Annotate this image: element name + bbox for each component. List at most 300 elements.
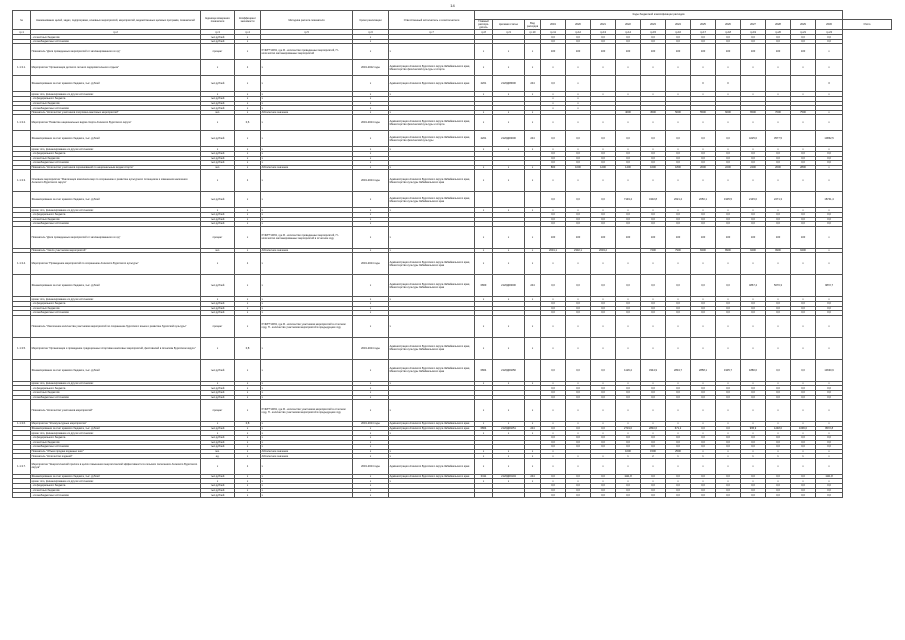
table-cell: х xyxy=(493,449,525,454)
table-cell: 0,0 xyxy=(566,390,591,395)
table-cell: х xyxy=(475,315,493,337)
table-cell: 0,0 xyxy=(766,484,791,489)
table-cell: х xyxy=(716,479,741,484)
table-cell: 100 xyxy=(716,226,741,248)
table-cell: 0,0 xyxy=(791,359,816,381)
table-cell: х xyxy=(475,431,493,436)
table-cell: 2800 xyxy=(791,165,816,170)
table-cell xyxy=(791,275,816,297)
table-cell: х xyxy=(591,479,616,484)
table-cell: Мероприятие "Этнокультурные мероприятия" xyxy=(31,422,201,427)
table-cell: Показатель "Количество участников спортивно-массовых мероприятий" xyxy=(31,110,201,115)
table-cell: х xyxy=(353,76,389,92)
table-cell: 100 xyxy=(541,44,566,60)
table-cell: 0,0 xyxy=(616,395,641,400)
table-cell: 0,0 xyxy=(666,445,691,450)
table-cell: 0,0 xyxy=(566,275,591,297)
table-cell: х xyxy=(261,131,353,147)
table-cell: 0 xyxy=(716,76,741,92)
table-cell: х xyxy=(741,147,766,152)
table-cell: 0,0 xyxy=(791,35,816,40)
table-cell: х xyxy=(235,297,261,302)
table-cell: 0,0 xyxy=(566,311,591,316)
table-cell: 2019-2024 годы xyxy=(353,337,389,359)
table-cell: 0,0 xyxy=(566,445,591,450)
table-cell: 1400 xyxy=(616,165,641,170)
table-cell: 1200 xyxy=(591,165,616,170)
table-cell: х xyxy=(716,115,741,131)
table-cell: 0,0 xyxy=(791,390,816,395)
table-cell: х xyxy=(791,60,816,76)
table-cell: х xyxy=(525,479,541,484)
table-cell: х xyxy=(235,147,261,152)
table-cell: 0,0 xyxy=(666,301,691,306)
table-cell: Р=Ф/П*100%, где Ф - количество проведенных мероприятий, П - количество запланированных мероприятий в отчетном году xyxy=(261,226,353,248)
table-cell: 671,2 xyxy=(666,426,691,431)
table-cell xyxy=(666,76,691,92)
table-cell: 0,0 xyxy=(766,152,791,157)
table-cell: х xyxy=(525,226,541,248)
table-cell: х xyxy=(816,147,843,152)
table-cell xyxy=(616,76,641,92)
table-cell: 0,0 xyxy=(591,493,616,498)
table-cell: 0,0 xyxy=(691,217,716,222)
table-cell: х xyxy=(261,115,353,131)
table-cell: 0,0 xyxy=(741,395,766,400)
table-row xyxy=(13,493,892,498)
table-cell: х xyxy=(791,400,816,422)
table-cell: х xyxy=(541,337,566,359)
table-cell: х xyxy=(666,381,691,386)
table-cell: тыс.рублей xyxy=(201,426,235,431)
table-cell: 2019-2024 годы xyxy=(353,422,389,427)
table-cell: х xyxy=(389,315,475,337)
table-cell: х xyxy=(261,440,353,445)
table-cell: х xyxy=(353,110,389,115)
table-cell: х xyxy=(741,400,766,422)
table-cell: х xyxy=(641,337,666,359)
table-cell: 0,0 xyxy=(691,275,716,297)
table-cell: 0,0 xyxy=(591,426,616,431)
table-cell: х xyxy=(389,454,475,459)
table-cell: Администрация Агинского Бурятского округа Забайкальского края, Министерство культуры Забайкальского края xyxy=(389,253,475,275)
table-cell: х xyxy=(566,60,591,76)
table-cell: 0,0 xyxy=(741,488,766,493)
table-cell: Администрация Агинского Бурятского округа Забайкальского края xyxy=(389,458,475,474)
table-cell: х xyxy=(766,315,791,337)
table-cell: х xyxy=(816,479,843,484)
table-cell: 0,0 xyxy=(666,35,691,40)
table-cell: х xyxy=(616,60,641,76)
table-cell: х xyxy=(591,208,616,213)
table-cell: 2271,3 xyxy=(766,192,791,208)
table-cell: х xyxy=(616,115,641,131)
table-cell: х xyxy=(741,449,766,454)
table-cell: 2120Д09250 xyxy=(493,359,525,381)
table-cell: 0,0 xyxy=(691,301,716,306)
table-cell: х xyxy=(541,92,566,97)
table-cell: х xyxy=(261,92,353,97)
table-cell: х xyxy=(261,97,353,102)
table-row xyxy=(13,315,892,337)
table-cell: процент xyxy=(201,226,235,248)
table-cell: 0,0 xyxy=(791,440,816,445)
table-cell: 0,0 xyxy=(791,474,816,479)
table-cell: х xyxy=(741,208,766,213)
table-cell: х xyxy=(691,400,716,422)
table-cell: х xyxy=(566,458,591,474)
table-cell: 0,0 xyxy=(666,222,691,227)
table-cell: х xyxy=(716,60,741,76)
table-cell: х xyxy=(475,297,493,302)
table-cell: 0,0 xyxy=(541,131,566,147)
table-cell: 0,0 xyxy=(591,435,616,440)
table-cell: х xyxy=(741,315,766,337)
table-cell: х xyxy=(541,458,566,474)
table-cell: х xyxy=(493,431,525,436)
table-cell: 0,0 xyxy=(541,311,566,316)
table-cell: кроме того, финансирование из других источников: xyxy=(31,431,201,436)
table-cell: 0804 xyxy=(475,426,493,431)
table-cell: х xyxy=(666,253,691,275)
column-number: гр.6 xyxy=(353,30,389,35)
table-cell: х xyxy=(741,422,766,427)
table-cell: х xyxy=(716,147,741,152)
table-cell: 0,0 xyxy=(591,217,616,222)
table-cell: 2201 xyxy=(475,76,493,92)
table-row xyxy=(13,337,892,359)
table-cell: х xyxy=(235,97,261,102)
table-cell: 0,0 xyxy=(716,301,741,306)
table-cell: 0,0 xyxy=(541,474,566,479)
column-number: гр.16 xyxy=(666,30,691,35)
table-cell: Показатель "Количество участников мероприятий" xyxy=(31,400,201,422)
table-cell: 0,0 xyxy=(666,493,691,498)
table-cell: 5000 xyxy=(666,110,691,115)
table-cell: х xyxy=(235,222,261,227)
table-cell: х xyxy=(235,165,261,170)
table-cell: х xyxy=(791,422,816,427)
table-cell: х xyxy=(716,449,741,454)
table-cell: х xyxy=(493,454,525,459)
table-cell: х xyxy=(791,449,816,454)
table-cell: 244 xyxy=(525,131,541,147)
table-cell: 0 xyxy=(691,76,716,92)
page-number: 14 xyxy=(450,3,455,8)
table-cell: х xyxy=(716,400,741,422)
table-cell: 0,0 xyxy=(766,474,791,479)
table-cell: 0,0 xyxy=(741,493,766,498)
table-cell: 0,0 xyxy=(766,301,791,306)
table-cell: экз. xyxy=(201,449,235,454)
table-cell: 0,0 xyxy=(766,493,791,498)
table-cell: х xyxy=(766,479,791,484)
header-year: Итого xyxy=(843,20,892,30)
table-cell: 0,0 xyxy=(666,39,691,44)
table-cell: х xyxy=(816,248,843,253)
table-cell: тыс.рублей xyxy=(201,359,235,381)
table-cell: х xyxy=(261,386,353,391)
table-cell: х xyxy=(475,422,493,427)
table-cell: - из внебюджетных источников xyxy=(31,493,201,498)
table-cell: х xyxy=(541,101,566,106)
table-cell: 2200 xyxy=(716,165,741,170)
table-cell xyxy=(791,131,816,147)
table-cell: 0,0 xyxy=(541,359,566,381)
table-cell: 0,0 xyxy=(666,474,691,479)
table-cell xyxy=(13,275,31,297)
table-cell: 0,0 xyxy=(716,493,741,498)
table-cell: х xyxy=(261,213,353,218)
table-cell: х xyxy=(566,337,591,359)
table-cell: 0804 xyxy=(475,359,493,381)
table-cell: х xyxy=(353,306,389,311)
table-cell: х xyxy=(691,458,716,474)
table-cell: х xyxy=(235,440,261,445)
table-cell: х xyxy=(353,400,389,422)
table-cell: 100 xyxy=(791,226,816,248)
table-cell: х xyxy=(691,449,716,454)
table-cell: - из местных бюджетов xyxy=(31,390,201,395)
table-cell: х xyxy=(766,208,791,213)
table-cell: 0,0 xyxy=(616,161,641,166)
table-cell: х xyxy=(716,454,741,459)
table-cell: х xyxy=(475,479,493,484)
table-cell: 100 xyxy=(766,226,791,248)
table-cell: 0,0 xyxy=(741,311,766,316)
table-cell: х xyxy=(791,92,816,97)
table-cell: Абсолютное значение xyxy=(261,449,353,454)
table-cell: 1880,0 xyxy=(741,359,766,381)
table-cell: 0,0 xyxy=(691,161,716,166)
table-cell: х xyxy=(525,60,541,76)
table-cell: х xyxy=(591,315,616,337)
table-cell: х xyxy=(525,458,541,474)
table-cell: Финансирование за счет краевого бюджета, тыс. рублей xyxy=(31,131,201,147)
column-number: гр.10 xyxy=(525,30,541,35)
table-cell: - из местных бюджетов xyxy=(31,440,201,445)
table-cell: 0,0 xyxy=(741,213,766,218)
table-cell: х xyxy=(541,422,566,427)
table-cell: 2603,2 xyxy=(591,248,616,253)
table-cell: 0,0 xyxy=(616,311,641,316)
table-cell xyxy=(389,493,475,498)
table-cell: х xyxy=(261,381,353,386)
table-cell: х xyxy=(591,170,616,192)
table-cell: 0,0 xyxy=(691,435,716,440)
table-cell: х xyxy=(235,484,261,489)
column-number: гр.18 xyxy=(716,30,741,35)
table-cell: х xyxy=(525,449,541,454)
table-row xyxy=(13,60,892,76)
table-cell: 0,0 xyxy=(541,213,566,218)
table-cell: Абсолютное значение xyxy=(261,165,353,170)
table-cell: х xyxy=(816,337,843,359)
table-cell: х xyxy=(353,39,389,44)
table-cell xyxy=(13,131,31,147)
table-cell: 2840,6 xyxy=(641,426,666,431)
table-cell: х xyxy=(353,156,389,161)
column-number: гр.5 xyxy=(261,30,353,35)
table-cell: 0,0 xyxy=(791,152,816,157)
column-number: гр.13 xyxy=(591,30,616,35)
table-cell: х xyxy=(201,431,235,436)
table-cell: х xyxy=(475,381,493,386)
table-cell: 0,0 xyxy=(766,435,791,440)
table-cell xyxy=(13,226,31,248)
table-cell: кроме того, финансирование из других источников: xyxy=(31,92,201,97)
table-cell: 0,0 xyxy=(691,222,716,227)
table-cell: х xyxy=(566,106,591,111)
table-cell: 0,0 xyxy=(816,35,843,40)
table-cell: Финансирование за счет краевого бюджета, тыс. рублей xyxy=(31,275,201,297)
table-cell: 0,0 xyxy=(591,484,616,489)
table-cell: Мероприятие "Энергетический пролога в целях повышения энергетической эффективности в сельских поселениях Агинского Бурятского округа" xyxy=(31,458,201,474)
table-cell: Финансирование за счет краевого бюджета, тыс. рублей xyxy=(31,426,201,431)
table-cell: 0,0 xyxy=(716,39,741,44)
table-cell: 2858,1 xyxy=(691,359,716,381)
table-cell: х xyxy=(616,297,641,302)
table-cell: х xyxy=(261,431,353,436)
table-row xyxy=(13,76,892,92)
table-cell: х xyxy=(475,110,493,115)
table-cell: тыс.рублей xyxy=(201,306,235,311)
table-cell: х xyxy=(616,170,641,192)
table-cell: 0,0 xyxy=(616,35,641,40)
table-cell: 0,0 xyxy=(691,156,716,161)
header-unit: Единица измерения показателя xyxy=(201,11,235,30)
table-cell: 0,0 xyxy=(641,306,666,311)
table-cell: х xyxy=(201,458,235,474)
table-cell: 0,0 xyxy=(566,39,591,44)
table-cell: 0,0 xyxy=(816,488,843,493)
table-cell: х xyxy=(666,60,691,76)
table-cell: Администрация Агинского Бурятского округа Забайкальского края, Министерство культуры Забайкальского края xyxy=(389,192,475,208)
table-cell: х xyxy=(389,431,475,436)
table-cell: 0,0 xyxy=(566,435,591,440)
table-cell: х xyxy=(389,449,475,454)
table-cell: Показатель "Количество участников соревнований по национальным видам спорта" xyxy=(31,165,201,170)
table-cell: 0,0 xyxy=(616,440,641,445)
table-cell: х xyxy=(475,170,493,192)
table-cell: х xyxy=(353,395,389,400)
table-cell: 0,0 xyxy=(741,35,766,40)
table-cell: х xyxy=(235,435,261,440)
header-method: Методика расчета показателя xyxy=(261,11,353,30)
table-cell: х xyxy=(691,315,716,337)
table-cell: процент xyxy=(201,400,235,422)
table-cell: х xyxy=(666,400,691,422)
table-cell: 0,0 xyxy=(541,488,566,493)
table-cell: х xyxy=(475,147,493,152)
table-cell: х xyxy=(475,60,493,76)
table-row xyxy=(13,400,892,422)
table-cell: 100 xyxy=(616,44,641,60)
table-cell xyxy=(475,192,493,208)
table-cell: 0,0 xyxy=(641,311,666,316)
table-cell: 0,0 xyxy=(641,386,666,391)
table-cell: кроме того, финансирование из других источников: xyxy=(31,479,201,484)
table-cell: х xyxy=(816,449,843,454)
table-cell: х xyxy=(791,115,816,131)
table-cell: х xyxy=(261,435,353,440)
table-cell: 9872,7 xyxy=(816,275,843,297)
table-cell: х xyxy=(525,454,541,459)
table-cell: 0,0 xyxy=(591,161,616,166)
table-cell: 0,0 xyxy=(641,275,666,297)
table-cell: х xyxy=(791,337,816,359)
header-year: 2030 xyxy=(816,20,843,30)
table-cell: 0,0 xyxy=(716,440,741,445)
table-row xyxy=(13,192,892,208)
table-cell: х xyxy=(235,493,261,498)
table-cell: х xyxy=(493,226,525,248)
table-cell: х xyxy=(641,315,666,337)
table-cell xyxy=(766,76,791,92)
table-cell: 100 xyxy=(666,44,691,60)
table-cell: х xyxy=(791,253,816,275)
table-cell: 0,0 xyxy=(591,156,616,161)
table-cell: 0,0 xyxy=(741,445,766,450)
table-cell: 0,0 xyxy=(541,426,566,431)
table-cell: 2120Д09104 xyxy=(493,474,525,479)
table-cell: 0,0 xyxy=(641,152,666,157)
table-cell: х xyxy=(566,170,591,192)
table-cell: 0,0 xyxy=(566,488,591,493)
table-cell: 0,0 xyxy=(716,213,741,218)
table-cell: 995,9 xyxy=(741,426,766,431)
table-cell: х xyxy=(816,115,843,131)
table-cell: х xyxy=(566,422,591,427)
table-cell: 1 xyxy=(666,454,691,459)
table-cell: 0,0 xyxy=(691,493,716,498)
table-cell: 100 xyxy=(766,44,791,60)
table-cell: 0,0 xyxy=(566,395,591,400)
table-cell: х xyxy=(716,297,741,302)
table-cell: х xyxy=(493,337,525,359)
table-cell: 1 xyxy=(235,60,261,76)
table-cell: х xyxy=(353,101,389,106)
table-row xyxy=(13,359,892,381)
table-cell: х xyxy=(716,208,741,213)
table-cell: х xyxy=(235,152,261,157)
table-cell: х xyxy=(493,315,525,337)
table-cell: х xyxy=(353,222,389,227)
table-cell: 3344,9 xyxy=(641,359,666,381)
table-cell: 0,0 xyxy=(691,152,716,157)
table-cell: х xyxy=(766,431,791,436)
table-cell: 0,0 xyxy=(591,306,616,311)
table-cell: х xyxy=(641,208,666,213)
table-cell: х xyxy=(235,106,261,111)
header-year: 2021 xyxy=(591,20,616,30)
table-cell: х xyxy=(525,431,541,436)
table-cell: - из внебюджетных источников xyxy=(31,445,201,450)
table-cell: х xyxy=(641,170,666,192)
table-cell: х xyxy=(493,110,525,115)
table-cell: х xyxy=(261,474,353,479)
table-cell: х xyxy=(201,115,235,131)
table-cell: х xyxy=(235,431,261,436)
table-cell: 0,0 xyxy=(541,484,566,489)
table-cell: х xyxy=(389,147,475,152)
table-cell: х xyxy=(791,208,816,213)
table-cell: х xyxy=(566,115,591,131)
table-cell: Администрация Агинского Бурятского округа Забайкальского края xyxy=(389,422,475,427)
table-cell: 0,0 xyxy=(616,445,641,450)
table-cell: х xyxy=(201,381,235,386)
table-cell: х xyxy=(691,147,716,152)
